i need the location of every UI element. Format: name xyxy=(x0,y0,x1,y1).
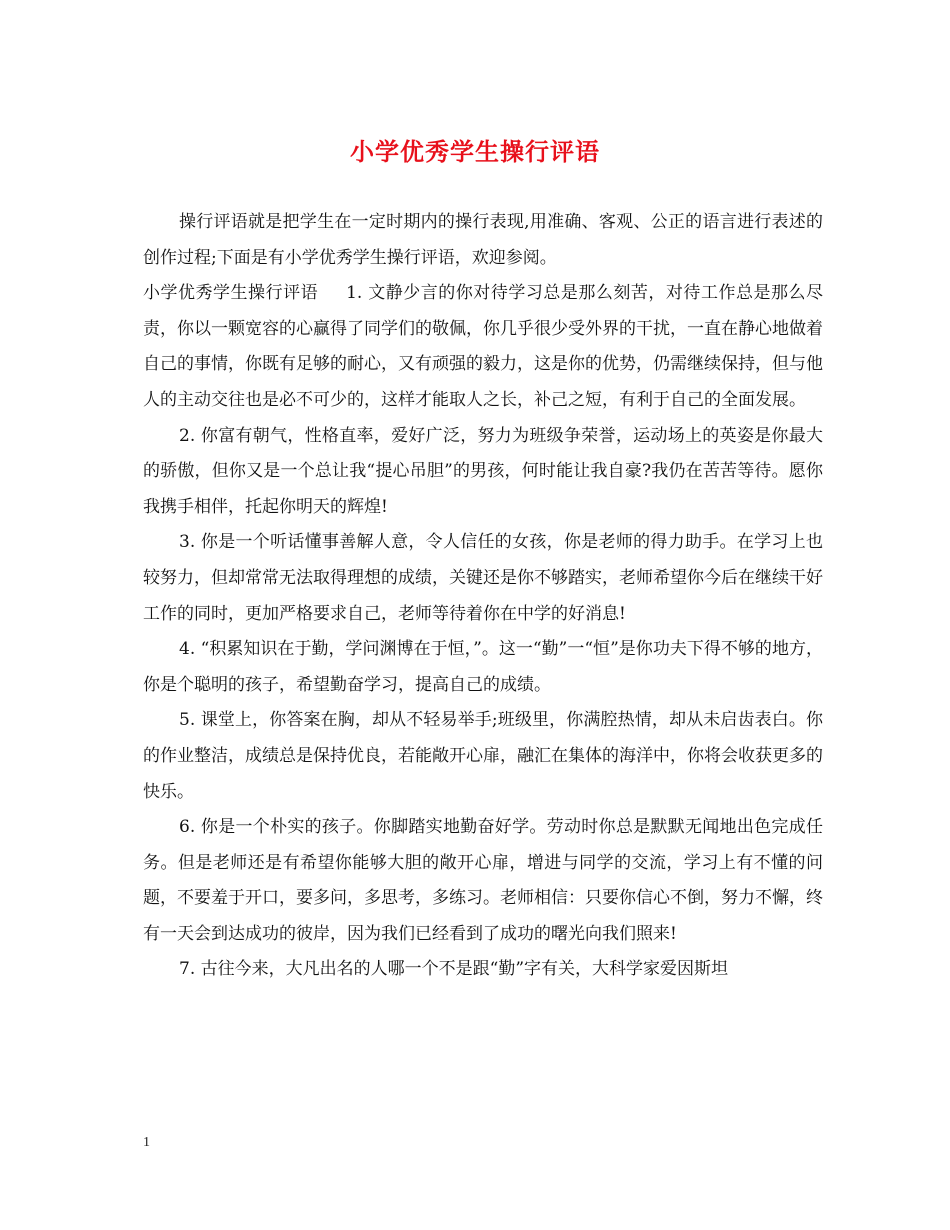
document-title: 小学优秀学生操行评语 xyxy=(350,137,600,166)
document-body xyxy=(143,205,823,988)
comment-item-1 xyxy=(143,276,823,418)
comment-item-3: 3. 你是一个听话懂事善解人意，令人信任的女孩，你是老师的得力助手。在学习上也较努力，但却常常无法取得理想的成绩，关键还是你不够踏实，老师希望你今后在继续干好工作的同时，更加严格要求自己，老师等待着你在中学的好消息! xyxy=(143,532,823,624)
comment-item-5: 5. 课堂上，你答案在胸，却从不轻易举手;班级里，你满腔热情，却从未启齿表白。你的作业整洁，成绩总是保持优良，若能敞开心扉，融汇在集体的海洋中，你将会收获更多的快乐。 xyxy=(143,710,823,802)
section-label: 小学优秀学生操行评语 xyxy=(143,283,319,304)
comment-item-6: 6. 你是一个朴实的孩子。你脚踏实地勤奋好学。劳动时你总是默默无闻地出色完成任务。但是老师还是有希望你能够大胆的敞开心扉，增进与同学的交流，学习上有不懂的问题，不要羞于开口，要多问，多思考，多练习。老师相信：只要你信心不倒，努力不懈，终有一天会到达成功的彼岸，因为我们已经看到了成功的曙光向我们照来! xyxy=(143,817,823,944)
comment-text-1: 1. 文静少言的你对待学习总是那么刻苦，对待工作总是那么尽责，你以一颗宽容的心赢得了同学们的敬佩，你几乎很少受外界的干扰，一直在静心地做着自己的事情，你既有足够的耐心，又有顽强的毅力，这是你的优势，仍需继续保持，但与他人的主动交往也是必不可少的，这样才能取人之长，补己之短，有利于自己的全面发展。 xyxy=(143,283,824,410)
intro-paragraph: 操行评语就是把学生在一定时期内的操行表现,用准确、客观、公正的语言进行表述的创作过程;下面是有小学优秀学生操行评语，欢迎参阅。 xyxy=(143,212,823,268)
comment-item-2: 2. 你富有朝气，性格直率，爱好广泛，努力为班级争荣誉，运动场上的英姿是你最大的骄傲，但你又是一个总让我“提心吊胆”的男孩，何时能让我自豪?我仍在苦苦等待。愿你我携手相伴，托起你明天的辉煌! xyxy=(143,425,823,517)
page-number: 1 xyxy=(143,1135,150,1150)
comment-item-4: 4. “积累知识在于勤，学问渊博在于恒，”。这一“勤”一“恒”是你功夫下得不够的地方，你是个聪明的孩子，希望勤奋学习，提高自己的成绩。 xyxy=(143,639,823,695)
comment-item-7: 7. 古往今来，大凡出名的人哪一个不是跟“勤”字有关，大科学家爱因斯坦 xyxy=(179,959,729,980)
